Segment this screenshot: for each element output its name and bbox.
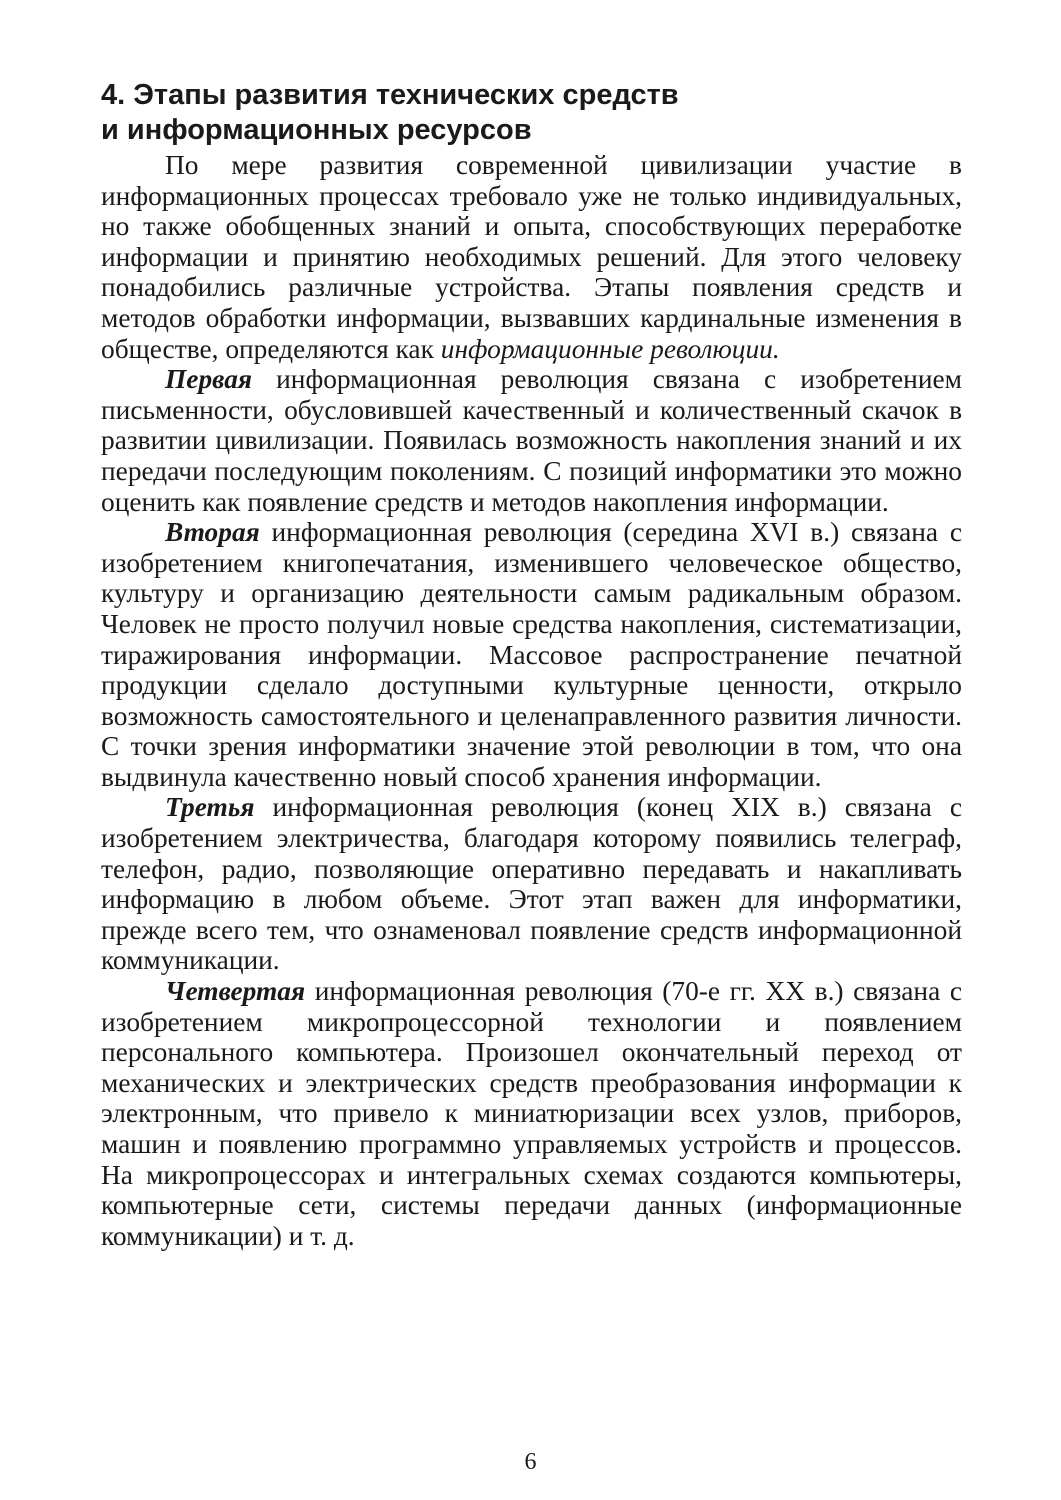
paragraph-intro (101, 150, 962, 364)
page-number: 6 (524, 1449, 537, 1475)
keyword-first: Первая (165, 364, 253, 395)
body-text (101, 150, 962, 1251)
keyword-fourth: Четвертая (165, 976, 306, 1007)
section-heading-line-1: 4. Этапы развития технических средств (101, 79, 679, 111)
paragraph-first-revolution (101, 364, 962, 517)
paragraph-second-text: информационная революция (середина XVI в.) связана с изобретением книгопечатания, изменившего человеческое общество, культуру и организацию деятельности самым радикальным образом. Человек не просто получил новые средства накопления, систематизации, тиражирования информации. Массовое распространение печатной продукции сделало доступными культурные ценности, открыло возможность самостоятельного и целенаправленного развития личности. С точки зрения информатики значение этой революции в том, что она выдвинула качественно новый способ хранения информации. (101, 517, 962, 792)
paragraph-first-text: информационная революция связана с изобретением письменности, обусловившей качественный и количественный скачок в развитии цивилизации. Появилась возможность накопления знаний и их передачи последующим поколениям. С позиций информатики это можно оценить как появление средств и методов накопления информации. (101, 364, 962, 517)
section-heading-line-2: и информационных ресурсов (101, 114, 532, 146)
paragraph-fourth-text: информационная революция (70-е гг. XX в.) связана с изобретением микропроцессорной технологии и появлением персонального компьютера. Произошел окончательный переход от механических и электрических средств преобразования информации к электронным, что привело к миниатюризации всех узлов, приборов, машин и появлению программно управляемых устройств и процессов. На микропроцессорах и интегральных схемах создаются компьютеры, компьютерные сети, системы передачи данных (информационные коммуникации) и т. д. (101, 976, 962, 1251)
keyword-third: Третья (165, 792, 255, 823)
paragraph-third-revolution (101, 792, 962, 976)
paragraph-fourth-revolution (101, 976, 962, 1251)
paragraph-second-revolution (101, 517, 962, 792)
paragraph-intro-text: По мере развития современной цивилизации участие в информационных процессах требовало уже не только индивидуальных, но также обобщенных знаний и опыта, способствующих переработке информации и принятию необходимых решений. Для этого человеку понадобились различные устройства. Этапы появления средств и методов обработки информации, вызвавших кардинальные изменения в обществе, определяются как (101, 150, 962, 364)
section-heading (101, 78, 961, 148)
paragraph-third-text: информационная революция (конец XIX в.) связана с изобретением электричества, благодаря которому появились телеграф, телефон, радио, позволяющие оперативно передавать и накапливать информацию в любом объеме. Этот этап важен для информатики, прежде всего тем, что ознаменовал появление средств информационной коммуникации. (101, 792, 962, 976)
term-information-revolutions: информационные революции. (440, 333, 780, 364)
keyword-second: Вторая (165, 517, 260, 548)
